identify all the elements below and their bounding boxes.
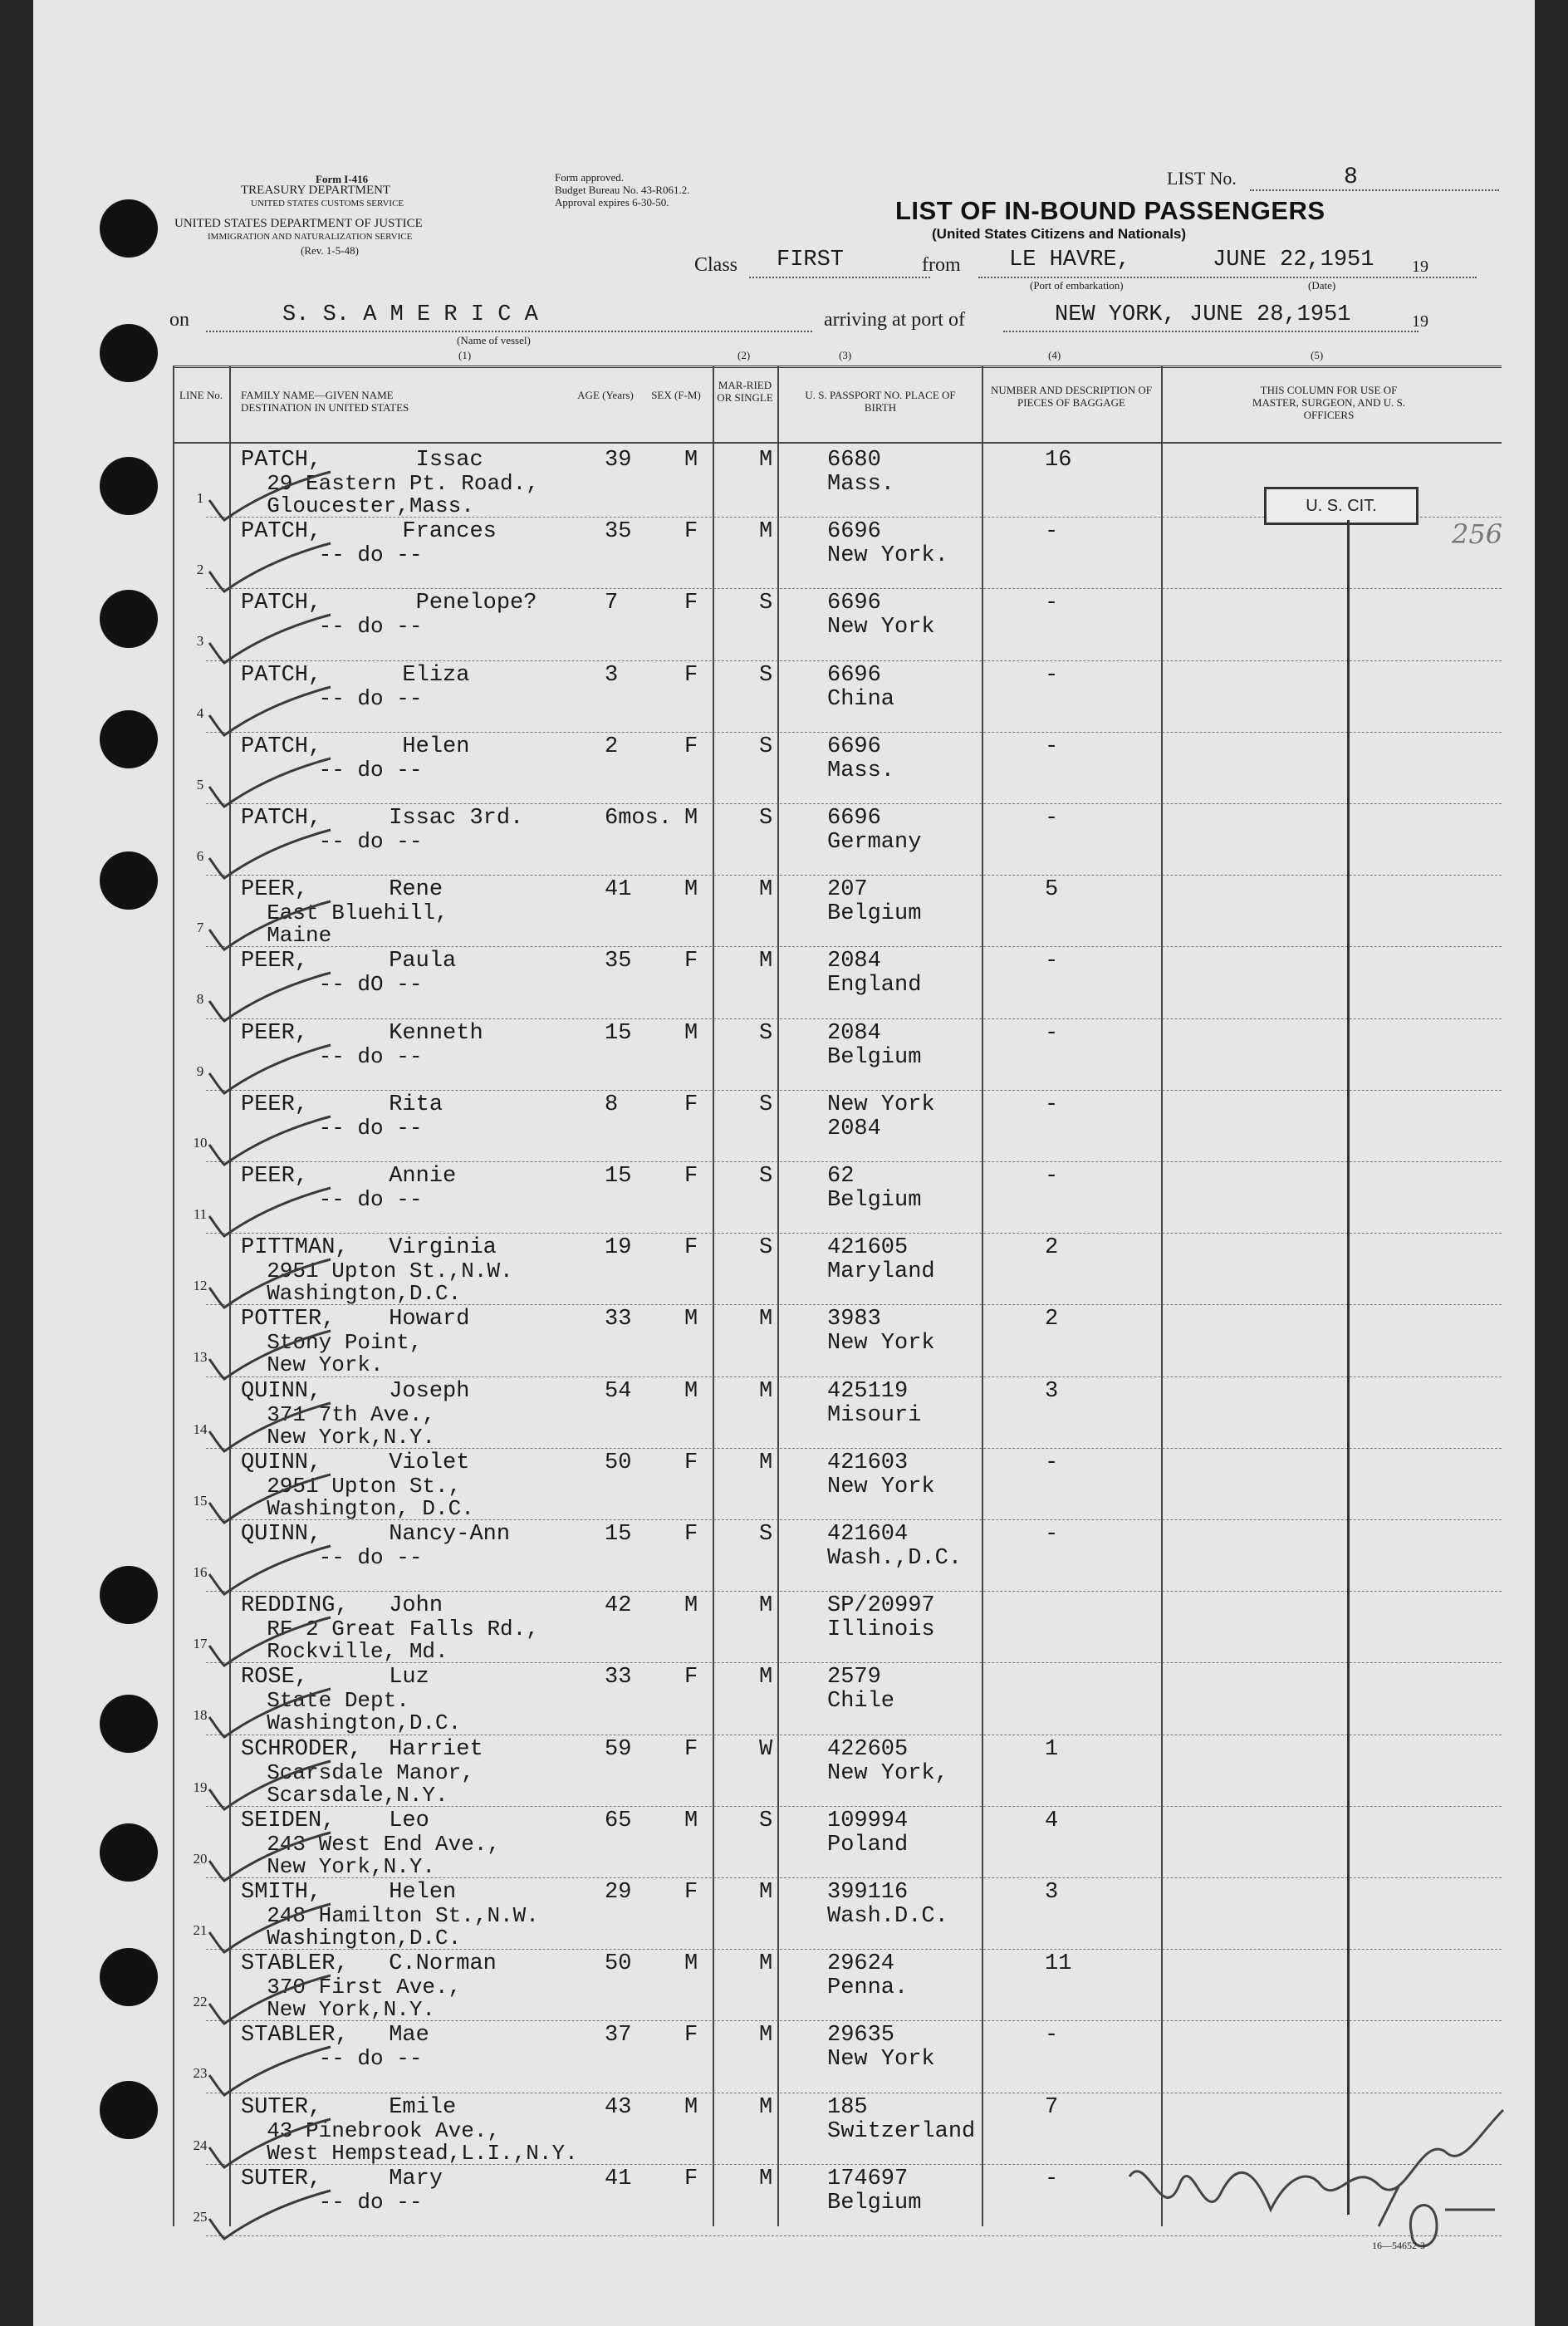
line-number: 19 (193, 1779, 208, 1795)
list-no-value: 8 (1344, 164, 1358, 190)
sex: M (684, 2094, 698, 2120)
destination: -- do -- (241, 685, 423, 711)
list-no-line (1250, 189, 1499, 191)
sex: F (684, 1450, 698, 1475)
marital-status: S (759, 662, 773, 688)
passport-number: 185 (827, 2094, 868, 2120)
baggage-count: 4 (1045, 1808, 1059, 1833)
baggage-count: 1 (1045, 1736, 1059, 1762)
marital-status: M (759, 877, 773, 903)
destination: State Dept. Washington,D.C. (267, 1688, 462, 1736)
passenger-name: PEER, Rene (241, 877, 443, 903)
passport-number: 421604 (827, 1522, 909, 1547)
place-of-birth: Belgium (827, 1044, 922, 1070)
date-suffix: 19 (1412, 258, 1428, 276)
departure-date: JUNE 22,1951 (1213, 248, 1374, 272)
passport-number: 421605 (827, 1235, 909, 1261)
destination: 2951 Upton St., Washington, D.C. (267, 1473, 474, 1521)
age: 54 (605, 1378, 632, 1404)
age: 33 (605, 1307, 632, 1332)
baggage-count: - (1045, 519, 1059, 545)
line-number: 21 (193, 1922, 208, 1938)
sex: F (684, 662, 698, 688)
place-of-birth: Mass. (827, 758, 895, 783)
marital-status: M (759, 1378, 773, 1404)
form-approved: Form approved. (555, 171, 625, 184)
age: 6mos. (605, 806, 673, 831)
passenger-name: PEER, Kenneth (241, 1020, 483, 1046)
baggage-count: 11 (1045, 1951, 1072, 1977)
passport-number: 29635 (827, 2023, 895, 2049)
on-label: on (169, 309, 189, 331)
marital-status: M (759, 949, 773, 974)
place-of-birth: New York (827, 1474, 935, 1499)
destination: -- do -- (241, 1187, 423, 1212)
passport-number: 207 (827, 877, 868, 903)
treasury-dept: TREASURY DEPARTMENT (241, 184, 391, 197)
passport-number: 109994 (827, 1808, 909, 1833)
manifest-sheet (33, 0, 1535, 2326)
sex: M (684, 806, 698, 831)
destination: 43 Pinebrook Ave., West Hempstead,L.I.,N.Y. (267, 2117, 578, 2166)
passport-number: 399116 (827, 1880, 909, 1905)
place-of-birth: England (827, 973, 922, 999)
marital-status: M (759, 1880, 773, 1905)
budget-bureau: Budget Bureau No. 43-R061.2. (555, 184, 690, 196)
marital-status: S (759, 1020, 773, 1046)
marital-status: W (759, 1736, 773, 1762)
destination: -- do -- (241, 542, 423, 568)
sex: F (684, 1736, 698, 1762)
marital-status: M (759, 519, 773, 545)
sex: F (684, 1092, 698, 1117)
age: 50 (605, 1450, 632, 1475)
destination: 2951 Upton St.,N.W. Washington,D.C. (267, 1259, 513, 1307)
passport-number: New York (827, 1092, 935, 1117)
destination: -- do -- (241, 1043, 423, 1069)
sex: M (684, 448, 698, 473)
col-num-1: (1) (458, 349, 472, 361)
line-number: 20 (193, 1850, 208, 1867)
line-number: 13 (193, 1349, 208, 1366)
passenger-name: PATCH, Eliza (241, 662, 470, 688)
destination: -- do -- (241, 757, 423, 783)
marital-status: M (759, 2166, 773, 2191)
place-of-birth: Germany (827, 830, 922, 855)
baggage-count: - (1045, 2023, 1059, 2049)
age: 15 (605, 1164, 632, 1189)
line-number: 15 (193, 1492, 208, 1509)
footer-code: 16—54652-3 (1372, 2240, 1425, 2251)
place-of-birth: New York (827, 2047, 935, 2073)
line-number: 1 (196, 490, 204, 506)
age: 19 (605, 1235, 632, 1261)
line-number: 2 (196, 562, 204, 578)
place-of-birth: 2084 (827, 1116, 881, 1141)
class-label: Class (694, 254, 738, 276)
sex: M (684, 1951, 698, 1977)
marital-status: M (759, 1307, 773, 1332)
age: 15 (605, 1020, 632, 1046)
baggage-count: 5 (1045, 877, 1059, 903)
sex: F (684, 591, 698, 616)
baggage-count: - (1045, 1092, 1059, 1117)
revision: (Rev. 1-5-48) (301, 244, 359, 257)
passport-number: 62 (827, 1164, 855, 1189)
age: 65 (605, 1808, 632, 1833)
passport-number: 6696 (827, 734, 881, 759)
passport-number: SP/20997 (827, 1593, 935, 1619)
place-of-birth: Mass. (827, 472, 895, 497)
passenger-name: SUTER, Emile (241, 2094, 457, 2120)
age: 39 (605, 448, 632, 473)
marital-status: S (759, 1164, 773, 1189)
sex: M (684, 1020, 698, 1046)
destination: Scarsdale Manor, Scarsdale,N.Y. (267, 1759, 474, 1808)
sex: F (684, 2166, 698, 2191)
punch-hole (100, 324, 158, 382)
line-number: 23 (193, 2065, 208, 2082)
port-of-embarkation: LE HAVRE, (1009, 248, 1130, 272)
destination: -- dO -- (241, 972, 423, 998)
sex: F (684, 519, 698, 545)
port-caption: (Port of embarkation) (1030, 279, 1124, 292)
sex: F (684, 734, 698, 759)
marital-status: M (759, 1665, 773, 1691)
marital-status: S (759, 1808, 773, 1833)
age: 29 (605, 1880, 632, 1905)
sex: M (684, 1307, 698, 1332)
col-header-married: MAR-RIED OR SINGLE (717, 379, 773, 404)
destination: -- do -- (241, 614, 423, 640)
place-of-birth: Illinois (827, 1617, 935, 1643)
marital-status: S (759, 1235, 773, 1261)
baggage-count: - (1045, 1522, 1059, 1547)
age: 2 (605, 734, 619, 759)
passport-number: 425119 (827, 1378, 909, 1404)
list-title: LIST OF IN-BOUND PASSENGERS (895, 196, 1325, 225)
baggage-count: - (1045, 662, 1059, 688)
col-header-baggage: NUMBER AND DESCRIPTION OF PIECES OF BAGGAGE (991, 384, 1152, 409)
passenger-name: PEER, Paula (241, 949, 457, 974)
age: 37 (605, 2023, 632, 2049)
baggage-count: - (1045, 2166, 1059, 2191)
line-number: 4 (196, 704, 204, 721)
marital-status: S (759, 1092, 773, 1117)
passenger-name: PATCH, Issac 3rd. (241, 806, 524, 831)
sex: F (684, 949, 698, 974)
destination: 243 West End Ave., New York,N.Y. (267, 1831, 501, 1879)
passport-number: 2579 (827, 1665, 881, 1691)
date-caption: (Date) (1308, 279, 1336, 292)
sex: F (684, 1235, 698, 1261)
check-mark (206, 2179, 339, 2245)
passport-number: 6696 (827, 519, 881, 545)
place-of-birth: Chile (827, 1689, 895, 1715)
age: 8 (605, 1092, 619, 1117)
arriving-label: arriving at port of (824, 309, 965, 331)
line-number: 5 (196, 776, 204, 793)
line-number: 18 (193, 1707, 208, 1724)
baggage-count: 2 (1045, 1235, 1059, 1261)
marital-status: M (759, 1593, 773, 1619)
destination: -- do -- (241, 2189, 423, 2215)
line-number: 16 (193, 1564, 208, 1580)
line-number: 14 (193, 1421, 208, 1437)
marital-status: S (759, 591, 773, 616)
place-of-birth: Penna. (827, 1975, 909, 2001)
sex: M (684, 1593, 698, 1619)
passenger-name: PEER, Rita (241, 1092, 443, 1117)
col-header-passport: U. S. PASSPORT NO. PLACE OF BIRTH (805, 389, 956, 414)
justice-dept: UNITED STATES DEPARTMENT OF JUSTICE (174, 217, 423, 230)
passenger-name: QUINN, Joseph (241, 1378, 470, 1404)
marital-status: M (759, 1450, 773, 1475)
passport-number: 174697 (827, 2166, 909, 2191)
place-of-birth: Belgium (827, 1188, 922, 1213)
list-subtitle: (United States Citizens and Nationals) (932, 226, 1187, 242)
sex: M (684, 1808, 698, 1833)
marital-status: M (759, 1951, 773, 1977)
baggage-count: - (1045, 1450, 1059, 1475)
passport-number: 6696 (827, 662, 881, 688)
punch-hole (100, 199, 158, 258)
vessel-name: S. S. A M E R I C A (282, 302, 538, 327)
baggage-count: - (1045, 949, 1059, 974)
marital-status: M (759, 2023, 773, 2049)
passenger-name: PATCH, Penelope? (241, 591, 537, 616)
age: 41 (605, 2166, 632, 2191)
destination: -- do -- (241, 1545, 423, 1570)
place-of-birth: Maryland (827, 1259, 935, 1285)
passenger-name: QUINN, Violet (241, 1450, 470, 1475)
sex: F (684, 1880, 698, 1905)
destination: 370 First Ave., New York,N.Y. (267, 1975, 462, 2023)
line-number: 17 (193, 1636, 208, 1652)
passport-number: 29624 (827, 1951, 895, 1977)
age: 7 (605, 591, 619, 616)
destination: East Bluehill, Maine (267, 900, 448, 949)
place-of-birth: Wash.D.C. (827, 1904, 948, 1929)
marital-status: S (759, 734, 773, 759)
line-number: 11 (193, 1206, 208, 1222)
table-top-border (173, 366, 1502, 368)
line-number: 9 (196, 1062, 204, 1079)
inspector-signature (1113, 2060, 1528, 2268)
passenger-name: PATCH, Issac (241, 448, 483, 473)
line-number: 22 (193, 1994, 208, 2010)
age: 35 (605, 949, 632, 974)
baggage-count: - (1045, 1020, 1059, 1046)
passenger-name: SUTER, Mary (241, 2166, 443, 2191)
baggage-count: - (1045, 1164, 1059, 1189)
us-citizen-stamp: U. S. CIT. (1264, 487, 1419, 525)
passenger-name: PATCH, Frances (241, 519, 497, 545)
sex: F (684, 2023, 698, 2049)
passport-number: 2084 (827, 1020, 881, 1046)
col-header-line: LINE No. (179, 389, 223, 401)
passenger-name: SCHRODER, Harriet (241, 1736, 483, 1762)
baggage-count: 7 (1045, 2094, 1059, 2120)
line-number: 25 (193, 2208, 208, 2225)
ins-service: IMMIGRATION AND NATURALIZATION SERVICE (208, 232, 413, 242)
passport-number: 3983 (827, 1307, 881, 1332)
line-number: 3 (196, 633, 204, 650)
sex: F (684, 1164, 698, 1189)
baggage-count: - (1045, 806, 1059, 831)
passenger-name: POTTER, Howard (241, 1307, 470, 1332)
col-header-name: FAMILY NAME—GIVEN NAME DESTINATION IN UNITED STATES (241, 389, 409, 414)
passenger-name: SEIDEN, Leo (241, 1808, 429, 1833)
place-of-birth: Belgium (827, 2190, 922, 2216)
col-header-officers: THIS COLUMN FOR USE OF MASTER, SURGEON, AND U. S. OFFICERS (1252, 384, 1406, 421)
place-of-birth: Misouri (827, 1402, 922, 1428)
age: 41 (605, 877, 632, 903)
passport-number: 421603 (827, 1450, 909, 1475)
marital-status: M (759, 2094, 773, 2120)
passenger-name: STABLER, Mae (241, 2023, 429, 2049)
col-header-sex: SEX (F-M) (651, 389, 701, 401)
age: 35 (605, 519, 632, 545)
line-number: 7 (196, 920, 204, 936)
col-num-4: (4) (1048, 349, 1061, 361)
marital-status: S (759, 1522, 773, 1547)
baggage-count: - (1045, 591, 1059, 616)
destination: 371 7th Ave., New York,N.Y. (267, 1401, 436, 1450)
col-num-2: (2) (737, 349, 751, 361)
passenger-name: PEER, Annie (241, 1164, 457, 1189)
sex: F (684, 1522, 698, 1547)
destination: -- do -- (241, 1115, 423, 1141)
col-header-age: AGE (Years) (577, 389, 634, 401)
passenger-name: REDDING, John (241, 1593, 443, 1619)
approval-expires: Approval expires 6-30-50. (555, 196, 669, 209)
place-of-birth: China (827, 686, 895, 712)
sex: M (684, 877, 698, 903)
passport-number: 2084 (827, 949, 881, 974)
col-num-3: (3) (839, 349, 852, 361)
place-of-birth: Poland (827, 1832, 909, 1857)
place-of-birth: New York. (827, 543, 948, 569)
sex: F (684, 1665, 698, 1691)
list-no-label: LIST No. (1167, 168, 1237, 189)
baggage-count: 3 (1045, 1378, 1059, 1404)
passport-number: 6696 (827, 806, 881, 831)
destination: 29 Eastern Pt. Road., Gloucester,Mass. (267, 471, 539, 518)
sex: M (684, 1378, 698, 1404)
margin-note: 256 (1452, 518, 1503, 550)
destination: -- do -- (241, 2046, 423, 2072)
place-of-birth: Wash.,D.C. (827, 1546, 963, 1571)
col-num-5: (5) (1311, 349, 1324, 361)
passenger-name: PITTMAN, Virginia (241, 1235, 497, 1261)
arrival-suffix: 19 (1412, 312, 1428, 331)
passenger-name: QUINN, Nancy-Ann (241, 1522, 511, 1547)
place-of-birth: Belgium (827, 901, 922, 927)
arrival-port-date: NEW YORK, JUNE 28,1951 (1055, 302, 1351, 327)
passport-number: 422605 (827, 1736, 909, 1762)
header-bottom-border (173, 442, 1502, 444)
stamp-bracket-line (1347, 520, 1350, 2215)
destination: Stony Point, New York. (267, 1330, 423, 1378)
baggage-count: 3 (1045, 1880, 1059, 1905)
baggage-count: 2 (1045, 1307, 1059, 1332)
destination: 248 Hamilton St.,N.W. Washington,D.C. (267, 1903, 539, 1951)
class-value: FIRST (777, 248, 845, 272)
age: 50 (605, 1951, 632, 1977)
passenger-name: PATCH, Helen (241, 734, 470, 759)
passenger-name: ROSE, Luz (241, 1665, 429, 1691)
line-number: 12 (193, 1278, 208, 1294)
age: 3 (605, 662, 619, 688)
line-number: 8 (196, 991, 204, 1008)
age: 15 (605, 1522, 632, 1547)
place-of-birth: New York (827, 1331, 935, 1357)
vessel-caption: (Name of vessel) (457, 334, 531, 346)
passport-number: 6680 (827, 448, 881, 473)
line-number: 6 (196, 848, 204, 864)
customs-service: UNITED STATES CUSTOMS SERVICE (251, 199, 404, 209)
baggage-count: 16 (1045, 448, 1072, 473)
place-of-birth: New York (827, 615, 935, 640)
line-number: 24 (193, 2137, 208, 2153)
from-label: from (922, 254, 961, 276)
place-of-birth: New York, (827, 1760, 948, 1786)
passenger-name: SMITH, Helen (241, 1880, 457, 1905)
marital-status: M (759, 448, 773, 473)
marital-status: S (759, 806, 773, 831)
place-of-birth: Switzerland (827, 2118, 976, 2144)
line-number: 10 (193, 1134, 208, 1151)
age: 43 (605, 2094, 632, 2120)
destination: -- do -- (241, 829, 423, 854)
passport-number: 6696 (827, 591, 881, 616)
age: 59 (605, 1736, 632, 1762)
passenger-name: STABLER, C.Norman (241, 1951, 497, 1977)
age: 33 (605, 1665, 632, 1691)
form-number: Form I-416 (316, 173, 369, 185)
destination: RF 2 Great Falls Rd., Rockville, Md. (267, 1617, 539, 1665)
baggage-count: - (1045, 734, 1059, 759)
age: 42 (605, 1593, 632, 1619)
